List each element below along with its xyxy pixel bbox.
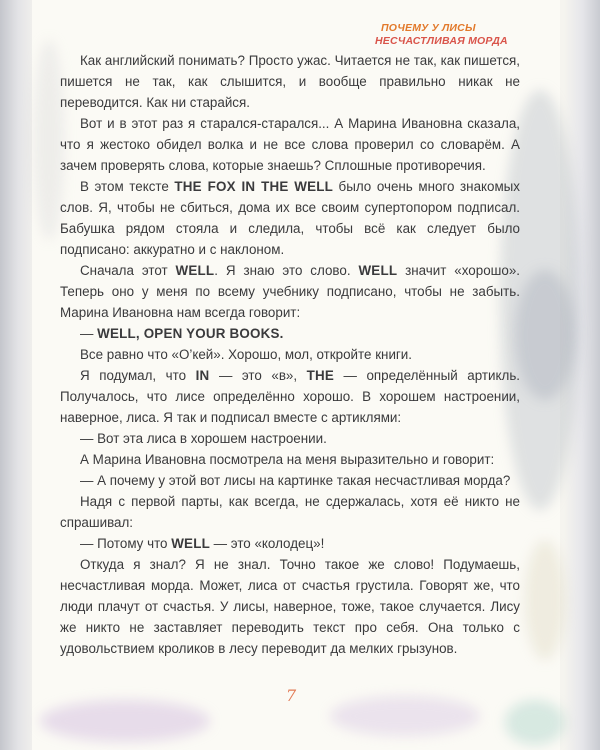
- paragraph: [60, 449, 520, 470]
- text-run: Вот и в этот раз я старался-старался... А Марина Ивановна сказала, что я жестоко обидел волка и не все слова проверил со словарём. А зачем проверять слова, которые знаешь? Сплошные противоречия.: [60, 116, 520, 173]
- text-run: — это «колодец»!: [209, 536, 325, 551]
- watercolor-stain: [505, 700, 565, 745]
- bold-english-phrase: WELL: [175, 263, 215, 278]
- bold-english-phrase: WELL, OPEN YOUR BOOKS.: [97, 326, 284, 341]
- watercolor-stain: [525, 540, 565, 660]
- paragraph: [60, 260, 520, 323]
- bold-english-phrase: THE FOX IN THE WELL: [174, 179, 333, 194]
- paragraph: [60, 554, 520, 659]
- text-run: Надя с первой парты, как всегда, не сдержалась, хотя её никто не спрашивал:: [60, 494, 520, 530]
- text-run: — Потому что: [80, 536, 172, 551]
- text-run: — Вот эта лиса в хорошем настроении.: [80, 431, 327, 446]
- paragraph: [60, 344, 520, 365]
- paragraph: [60, 176, 520, 260]
- text-run: было очень много знакомых слов. Я, чтобы не сбиться, дома их все своим супертопором подписал. Бабушка рядом стояла и следила, чтобы всё как следует было подписано: аккуратно и с наклоном.: [60, 179, 520, 257]
- bold-english-phrase: THE: [306, 368, 335, 383]
- bold-english-phrase: WELL: [171, 536, 210, 551]
- text-run: Все равно что «О’кей». Хорошо, мол, откройте книги.: [80, 347, 413, 362]
- text-run: В этом тексте: [80, 179, 175, 194]
- paragraph: [60, 428, 520, 449]
- paragraph: [60, 533, 520, 554]
- text-run: Как английский понимать? Просто ужас. Читается не так, как пишется, пишется не так, как слышится, и вообще правильно никак не переводится. Как ни старайся.: [60, 53, 520, 110]
- text-run: — А почему у этой вот лисы на картинке такая несчастливая морда?: [80, 473, 511, 488]
- text-run: Я подумал, что: [80, 368, 196, 383]
- running-head: [375, 22, 535, 48]
- text-run: — определённый артикль. Получалось, что лисе определённо хорошо. В хорошем настроении, наверное, лиса. Я так и подписал вместе с артиклями:: [60, 368, 521, 425]
- paragraph: [60, 323, 520, 344]
- paragraph: [60, 113, 520, 176]
- page-number: 7: [286, 686, 297, 705]
- paragraph: [60, 491, 520, 533]
- running-head-line-1: ПОЧЕМУ У ЛИСЫ: [381, 22, 476, 34]
- paragraph: [60, 470, 520, 491]
- running-head-line-2: НЕСЧАСТЛИВАЯ МОРДА: [375, 35, 508, 47]
- text-run: Откуда я знал? Я не знал. Точно такое же слово! Подумаешь, несчастливая морда. Может, лиса от счастья грустила. Говорят же, что люди плачут от счастья. У лисы, наверное, тоже, такое случается. Лису же никто не заставляет переводить текст про себя. Она только с удовольствием кроликов в лесу переводит да мелких грызунов.: [60, 557, 520, 656]
- text-run: — это «в»,: [209, 368, 307, 383]
- watercolor-stain: [330, 696, 480, 736]
- text-run: А Марина Ивановна посмотрела на меня выразительно и говорит:: [80, 452, 495, 467]
- paragraph: [60, 50, 520, 113]
- bold-english-phrase: WELL: [358, 263, 398, 278]
- bold-english-phrase: IN: [195, 368, 210, 383]
- watercolor-stain: [515, 270, 575, 400]
- body-text: [60, 50, 520, 659]
- text-run: Сначала этот: [80, 263, 176, 278]
- text-run: значит «хорошо». Теперь оно у меня по всему учебнику подписано, чтобы не забыть. Марина Ивановна нам всегда говорит:: [60, 263, 520, 320]
- text-run: —: [80, 326, 98, 341]
- text-run: . Я знаю это слово.: [214, 263, 359, 278]
- paragraph: [60, 365, 520, 428]
- watercolor-stain: [40, 700, 210, 742]
